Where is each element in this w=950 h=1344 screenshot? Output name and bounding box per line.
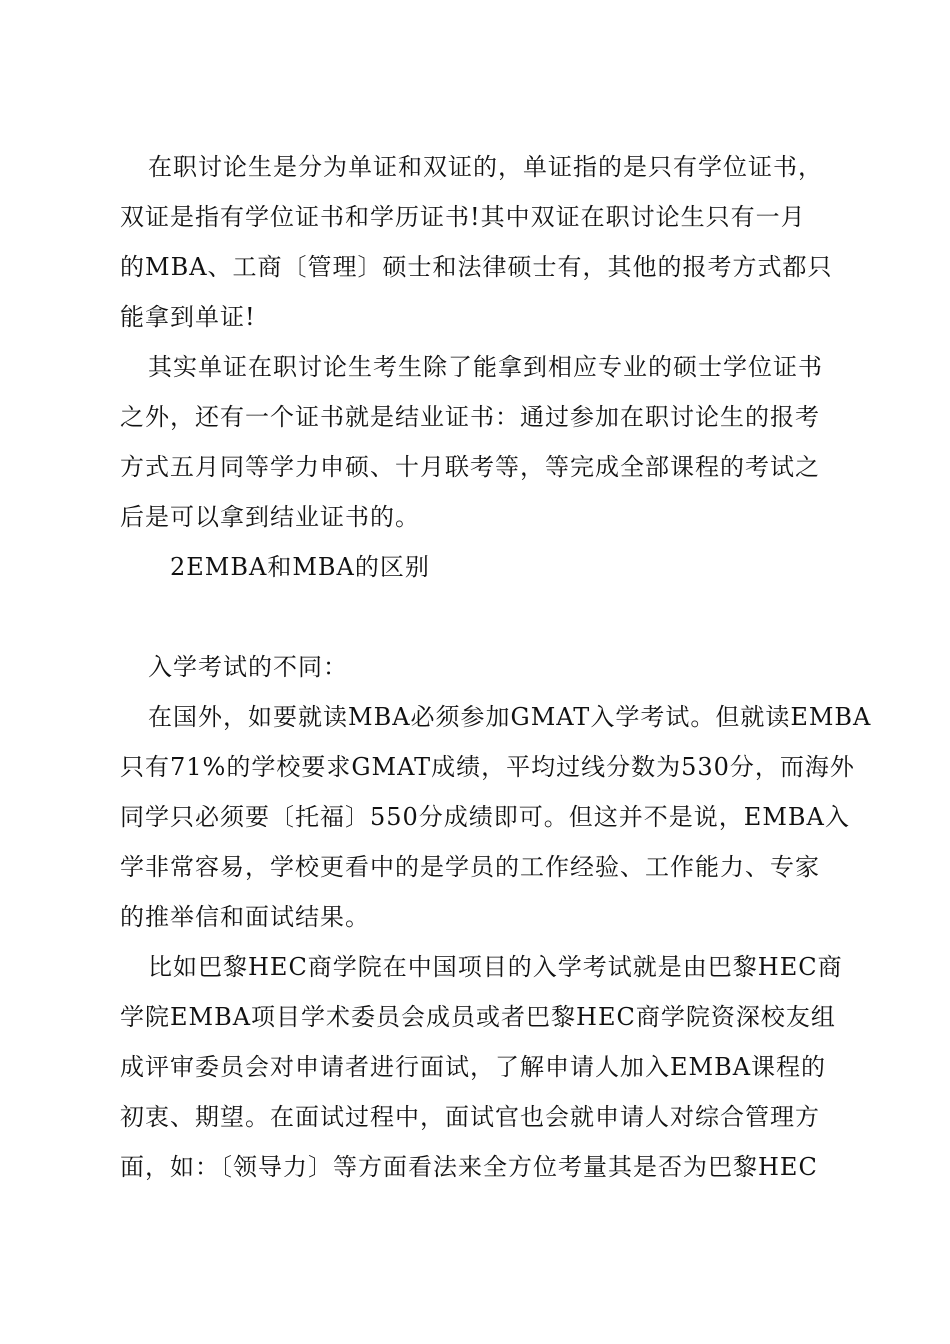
text-line: 成评审委员会对申请者进行面试，了解申请人加入EMBA课程的 — [120, 1053, 827, 1081]
text-line: 在职讨论生是分为单证和双证的，单证指的是只有学位证书， — [148, 153, 823, 181]
text-line: 的MBA、工商〔管理〕硕士和法律硕士有，其他的报考方式都只 — [120, 253, 833, 281]
text-line: 初衷、期望。在面试过程中，面试官也会就申请人对综合管理方 — [120, 1103, 820, 1131]
text-line: 只有71%的学校要求GMAT成绩，平均过线分数为530分，而海外 — [120, 753, 855, 781]
text-line: 其实单证在职讨论生考生除了能拿到相应专业的硕士学位证书 — [148, 353, 823, 381]
text-line: 双证是指有学位证书和学历证书!其中双证在职讨论生只有一月 — [120, 203, 806, 231]
paragraph-3 — [120, 642, 840, 692]
text-line: 的推举信和面试结果。 — [120, 903, 370, 931]
paragraph-5 — [120, 942, 843, 1192]
paragraph-4 — [120, 692, 872, 942]
heading-line: 2EMBA和MBA的区别 — [170, 553, 430, 581]
section-heading — [120, 542, 840, 592]
text-line: 方式五月同等学力申硕、十月联考等，等完成全部课程的考试之 — [120, 453, 820, 481]
text-line: 之外，还有一个证书就是结业证书：通过参加在职讨论生的报考 — [120, 403, 820, 431]
text-line: 学非常容易，学校更看中的是学员的工作经验、工作能力、专家 — [120, 853, 820, 881]
text-line: 入学考试的不同： — [148, 653, 348, 681]
text-line: 学院EMBA项目学术委员会成员或者巴黎HEC商学院资深校友组 — [120, 1003, 836, 1031]
text-line: 在国外，如要就读MBA必须参加GMAT入学考试。但就读EMBA — [148, 703, 872, 731]
text-line: 同学只必须要〔托福〕550分成绩即可。但这并不是说，EMBA入 — [120, 803, 850, 831]
text-line: 比如巴黎HEC商学院在中国项目的入学考试就是由巴黎HEC商 — [148, 953, 843, 981]
text-line: 面，如：〔领导力〕等方面看法来全方位考量其是否为巴黎HEC — [120, 1153, 818, 1181]
text-line: 后是可以拿到结业证书的。 — [120, 503, 420, 531]
text-line: 能拿到单证! — [120, 303, 256, 331]
paragraph-2 — [120, 342, 840, 542]
paragraph-1 — [120, 142, 840, 342]
